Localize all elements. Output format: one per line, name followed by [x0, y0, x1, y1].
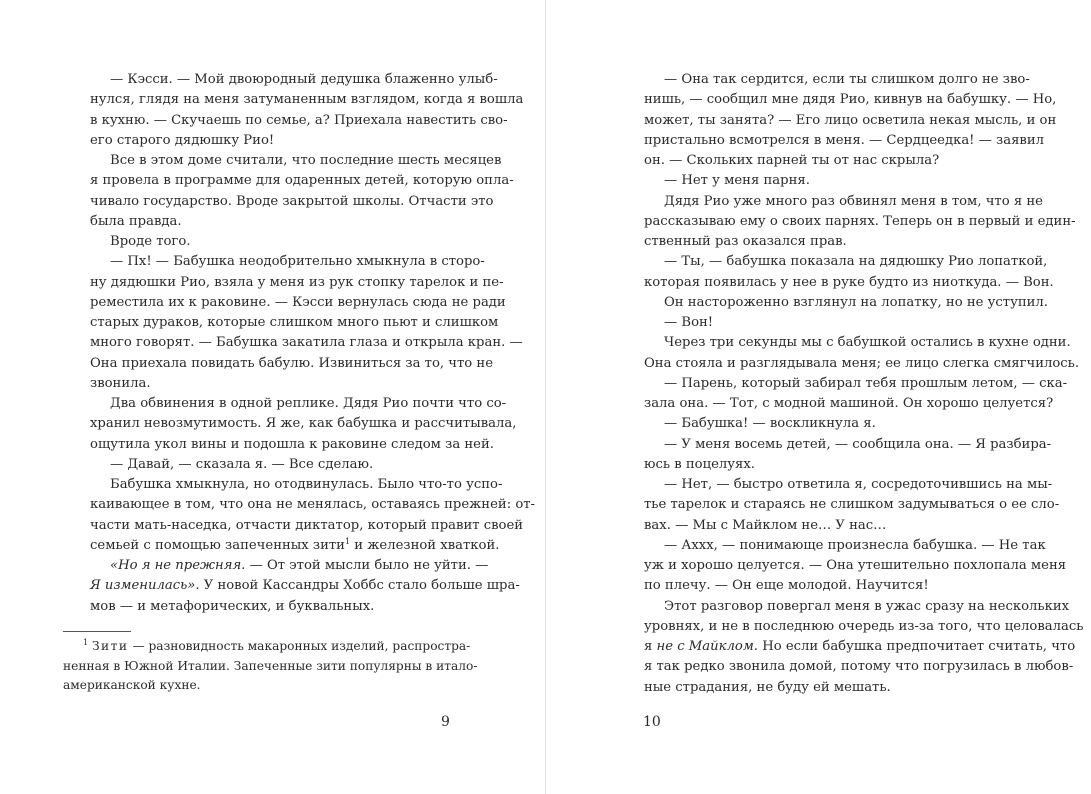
text-line: — Давай, — сказала я. — Все сделаю.	[110, 456, 374, 472]
page-number: 10	[643, 714, 661, 730]
text-run: У новой Кассандры Хоббс стало больше шра-	[203, 578, 520, 594]
italic-run: не с Майклом.	[656, 639, 758, 654]
text-run: семьей с помощью запеченных зити	[90, 537, 345, 553]
text-run: я	[644, 639, 653, 654]
right-page	[546, 0, 1091, 794]
text-line: по плечу. — Он еще молодой. Научится!	[644, 578, 929, 594]
text-run: и железной хваткой.	[354, 537, 500, 553]
text-run: — От этой мысли было не уйти. —	[249, 558, 489, 573]
text-line: — Ты, — бабушка показала на дядюшку Рио лопаткой,	[664, 254, 1048, 270]
text-line: — Вон!	[664, 315, 714, 330]
text-line	[90, 536, 500, 556]
text-line: — Кэсси. — Мой двоюродный дедушка блаженно улыб-	[110, 72, 498, 87]
text-line: мов — и метафорических, и буквальных.	[90, 598, 375, 614]
text-line: звонила.	[90, 375, 151, 391]
text-line: ные страдания, не буду ей мешать.	[644, 679, 891, 695]
text-line: уровнях, и не в последнюю очередь из-за того, что целовалась	[644, 618, 1084, 634]
text-line: в кухню. — Скучаешь по семье, а? Приехала навестить сво-	[90, 112, 508, 128]
footnote-mark: 1	[83, 638, 89, 647]
text-line	[644, 637, 1076, 657]
footnote-ref[interactable]: 1	[344, 536, 351, 546]
text-line: была правда.	[90, 213, 182, 229]
text-line: — Она так сердится, если ты слишком долго не зво-	[664, 72, 1030, 87]
text-line: Она приехала повидать бабулю. Извиниться за то, что не	[90, 355, 494, 371]
text-line: уж и хорошо целуется. — Она утешительно похлопала меня	[644, 558, 1067, 573]
text-line: части мать-наседка, отчасти диктатор, который правит своей	[90, 517, 524, 533]
text-line: — Нет у меня парня.	[664, 173, 810, 189]
footnote-line: американской кухне.	[63, 678, 201, 692]
text-line: которая появилась у нее в руке будто из ниоткуда. — Вон.	[644, 274, 1054, 290]
text-line: каивающее в том, что она не менялась, оставаясь прежней: от-	[90, 497, 536, 513]
text-line: рассказываю ему о своих парнях. Теперь он в первый и един-	[644, 213, 1076, 229]
text-line: может, ты занята? — Его лицо осветила некая мысль, и он	[644, 112, 1057, 128]
text-line: Этот разговор повергал меня в ужас сразу на нескольких	[664, 598, 1070, 614]
italic-run: Я изменилась».	[90, 578, 200, 594]
text-line: тье тарелок и стараясь не слишком задумываться о ее сло-	[644, 497, 1060, 513]
text-line: юсь в поцелуях.	[644, 456, 755, 472]
text-line: Бабушка хмыкнула, но отодвинулась. Было что-то успо-	[110, 477, 503, 492]
footnote	[63, 637, 478, 696]
text-line: Он настороженно взглянул на лопатку, но не уступил.	[664, 294, 1048, 310]
footnote-term: Зити	[91, 639, 129, 653]
text-line: вах. — Мы с Майклом не… У нас…	[644, 517, 887, 533]
text-line: Два обвинения в одной реплике. Дядя Рио почти что со-	[110, 396, 507, 411]
left-page	[0, 0, 545, 794]
right-page-text	[644, 70, 1084, 698]
text-line: Она стояла и разглядывала меня; ее лицо слегка смягчилось.	[644, 355, 1080, 371]
text-line: нишь, — сообщил мне дядя Рио, кивнув на бабушку. — Но,	[644, 92, 1057, 108]
footnote-line	[63, 637, 471, 657]
text-line: реместила их к раковине. — Кэсси вернулась сюда не ради	[90, 294, 506, 310]
text-line: нулся, глядя на меня затуманенным взглядом, когда я вошла	[90, 92, 524, 108]
text-line	[90, 576, 520, 596]
text-line: хранил невозмутимость. Я же, как бабушка и рассчитывала,	[90, 416, 517, 432]
page-number: 9	[441, 714, 450, 730]
text-line: чивало государство. Вроде закрытой школы. Отчасти это	[90, 193, 494, 209]
text-line: его старого дядюшку Рио!	[90, 132, 275, 148]
text-line: Все в этом доме считали, что последние шесть месяцев	[110, 153, 502, 168]
footnote-line: ненная в Южной Италии. Запеченные зити популярны в итало-	[63, 658, 478, 673]
text-line: старых дураков, которые слишком много пьют и слишком	[90, 315, 499, 330]
text-line: — Пх! — Бабушка неодобрительно хмыкнула в сторо-	[110, 254, 485, 270]
text-line: зала она. — Тот, с модной машиной. Он хорошо целуется?	[644, 396, 1054, 411]
text-line: я провела в программе для одаренных детей, которую опла-	[90, 173, 514, 189]
text-line: — У меня восемь детей, — сообщила она. — Я разбира-	[664, 436, 1052, 452]
text-line: Дядя Рио уже много раз обвинял меня в том, что я не	[664, 193, 1043, 209]
text-line: ощутила укол вины и подошла к раковине следом за ней.	[90, 436, 494, 452]
text-line: Через три секунды мы с бабушкой остались в кухне одни.	[664, 335, 1071, 351]
text-line: ственный раз оказался прав.	[644, 234, 847, 249]
text-line: — Аххх, — понимающе произнесла бабушка. — Не так	[664, 537, 1046, 553]
text-line: пристально всмотрелся в меня. — Сердцеедка! — заявил	[644, 132, 1045, 148]
footnote-divider	[63, 631, 131, 632]
left-page-text	[90, 70, 536, 617]
text-line	[90, 556, 489, 576]
text-line: Вроде того.	[110, 234, 191, 249]
footnote-text: — разновидность макаронных изделий, распростра-	[132, 639, 471, 653]
text-line: — Нет, — быстро ответила я, сосредоточившись на мы-	[664, 477, 1053, 492]
text-run: Но если бабушка предпочитает считать, что	[762, 639, 1076, 654]
text-line: — Парень, который забирал тебя прошлым летом, — ска-	[664, 375, 1068, 391]
text-line: много говорят. — Бабушка закатила глаза и открыла кран. —	[90, 335, 523, 351]
italic-run: «Но я не прежняя.	[110, 558, 246, 573]
text-line: — Бабушка! — воскликнула я.	[664, 416, 876, 432]
text-line: он. — Скольких парней ты от нас скрыла?	[644, 153, 940, 168]
text-line: ну дядюшки Рио, взяла у меня из рук стопку тарелок и пе-	[90, 274, 504, 290]
text-line: я так редко звонила домой, потому что погрузилась в любов-	[644, 659, 1074, 675]
